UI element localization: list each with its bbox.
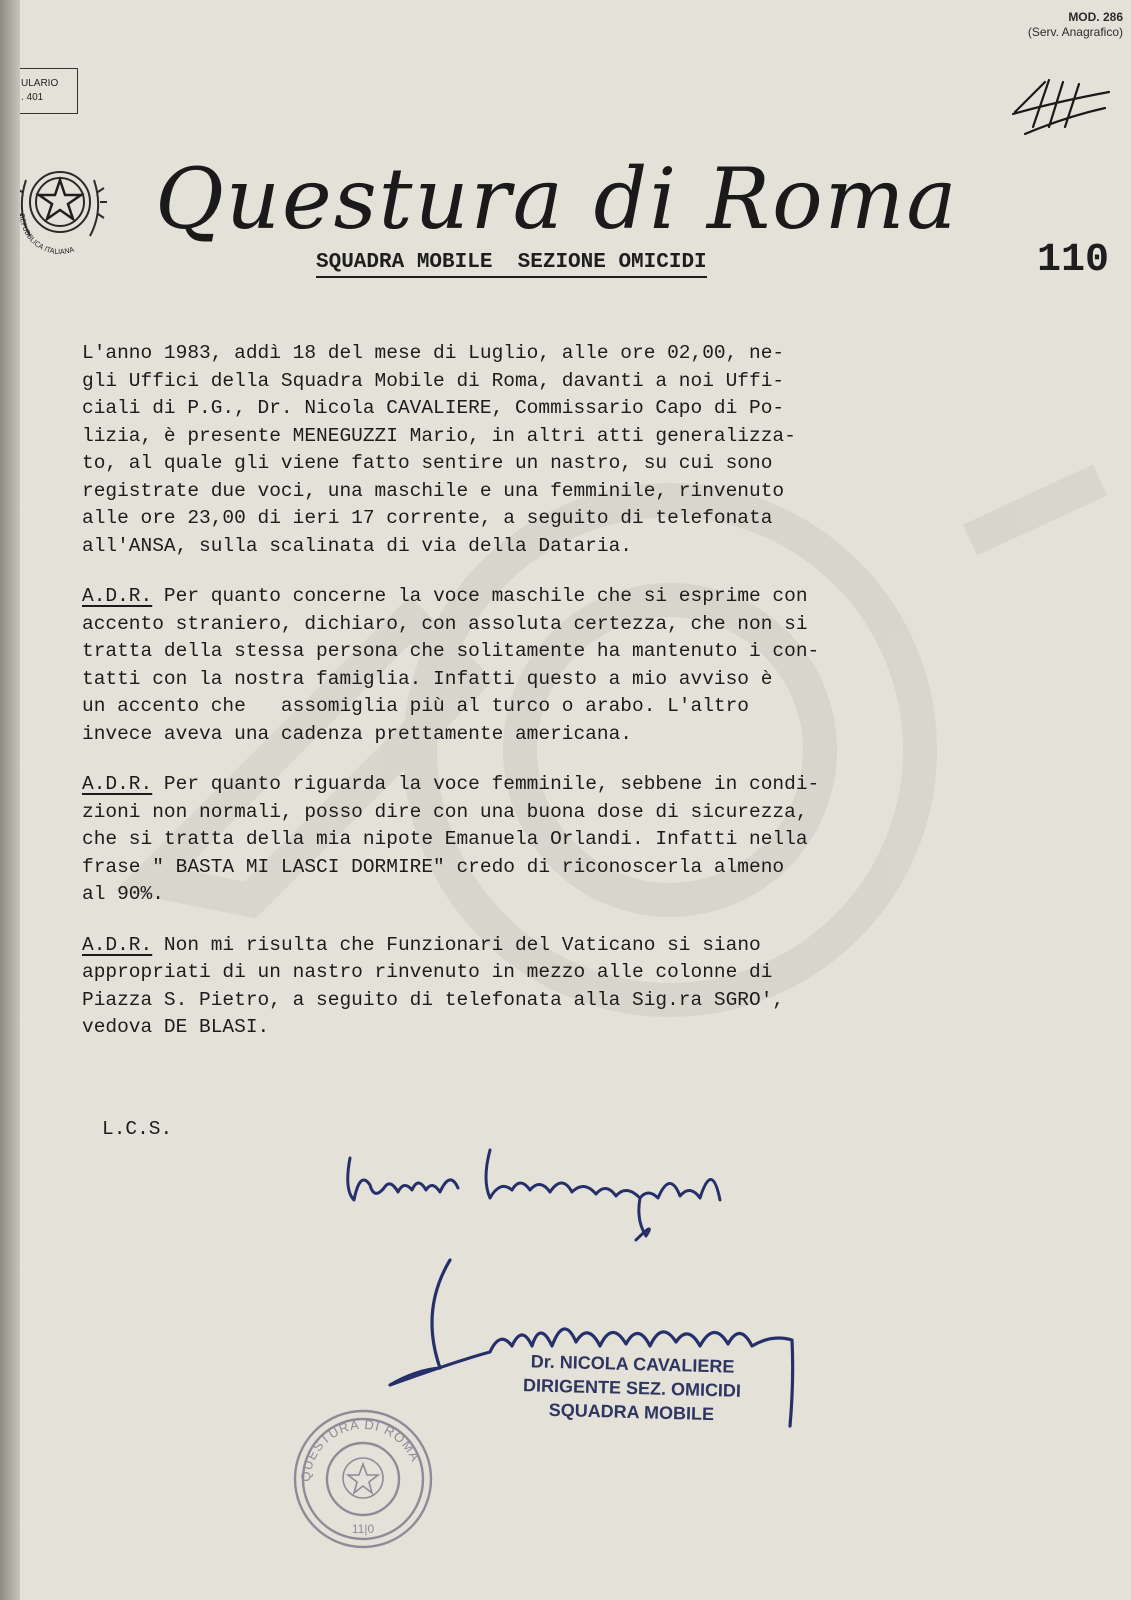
seal-bottom-text: 11|0: [351, 1522, 375, 1536]
stamp-unit: SQUADRA MOBILE: [548, 1399, 715, 1425]
adr-line: zioni non normali, posso dire con una buona dose di sicurezza,: [82, 800, 808, 823]
intro-line: lizia, è presente MENEGUZZI Mario, in altri atti generalizza-: [82, 424, 796, 447]
adr-text: Per quanto riguarda la voce femminile, sebbene in condi-: [152, 773, 820, 795]
intro-line: registrate due voci, una maschile e una femminile, rinvenuto: [82, 479, 785, 502]
adr-label: A.D.R.: [82, 585, 153, 607]
adr-paragraph-1: [82, 583, 1122, 748]
adr-line: frase " BASTA MI LASCI DORMIRE" credo di riconoscerla almeno: [82, 855, 785, 878]
form-model-number: [1028, 10, 1123, 40]
adr-line: che si tratta della mia nipote Emanuela Orlandi. Infatti nella: [82, 828, 808, 850]
adr-line: vedova DE BLASI.: [82, 1016, 270, 1038]
section-heading: SQUADRA MOBILE SEZIONE OMICIDI: [316, 251, 707, 278]
closing-lcs: L.C.S.: [102, 1118, 173, 1140]
italian-republic-emblem: [17, 140, 110, 264]
adr-text: Per quanto concerne la voce maschile che si esprime con: [152, 585, 808, 607]
adr-line: [82, 583, 1122, 611]
adr-label: A.D.R.: [82, 933, 153, 956]
intro-line: gli Uffici della Squadra Mobile di Roma, davanti a noi Uffi-: [82, 369, 785, 392]
mod-number: MOD. 286: [1068, 10, 1123, 24]
adr-line: [82, 771, 1122, 799]
page-number: 110: [1036, 238, 1109, 283]
adr-paragraph-3: [82, 932, 1122, 1042]
adr-line: un accento che assomiglia più al turco o arabo. L'altro: [82, 695, 750, 717]
stamp-role: DIRIGENTE SEZ. OMICIDI: [522, 1375, 742, 1401]
adr-line: tatti con la nostra famiglia. Infatti questo a mio avviso è: [82, 667, 773, 690]
seal-ring-text: QUESTURA DI ROMA: [297, 1416, 424, 1483]
form-code-line-1: ULARIO: [21, 78, 59, 89]
adr-label: A.D.R.: [82, 773, 153, 795]
masthead-title: Questura di Roma: [155, 150, 959, 248]
adr-line: accento straniero, dichiaro, con assoluta certezza, che non si: [82, 612, 808, 635]
statement-body: [82, 340, 1122, 1065]
intro-line: ciali di P.G., Dr. Nicola CAVALIERE, Commissario Capo di Po-: [82, 397, 785, 419]
handwritten-mark: [1005, 72, 1115, 142]
intro-line: L'anno 1983, addì 18 del mese di Luglio, alle ore 02,00, ne-: [82, 342, 785, 364]
document-page: [17, 0, 1131, 1600]
form-code-box: [20, 68, 78, 114]
signature-meneguzzi: [340, 1140, 770, 1250]
adr-line: Piazza S. Pietro, a seguito di telefonata alla Sig.ra SGRO',: [82, 988, 785, 1011]
form-code-line-2: . 401: [21, 92, 44, 103]
mod-service: (Serv. Anagrafico): [1027, 25, 1123, 39]
questura-round-seal: [288, 1404, 438, 1554]
adr-line: appropriati di un nastro rinvenuto in mezzo alle colonne di: [82, 961, 773, 983]
adr-line: tratta della stessa persona che solitamente ha mantenuto i con-: [82, 640, 820, 662]
adr-line: invece aveva una cadenza prettamente americana.: [82, 722, 632, 745]
intro-line: all'ANSA, sulla scalinata di via della Dataria.: [82, 534, 632, 557]
official-stamp: [471, 1348, 793, 1428]
intro-line: to, al quale gli viene fatto sentire un nastro, su cui sono: [82, 452, 773, 474]
adr-text: Non mi risulta che Funzionari del Vaticano si siano: [152, 933, 761, 956]
emblem-ring-text: REPUBBLICA ITALIANA: [17, 213, 76, 257]
adr-line: [82, 932, 1122, 960]
stamp-name: Dr. NICOLA CAVALIERE: [530, 1351, 735, 1377]
intro-paragraph: [82, 340, 1122, 560]
adr-line: al 90%.: [82, 883, 164, 905]
intro-line: alle ore 23,00 di ieri 17 corrente, a seguito di telefonata: [82, 507, 773, 529]
book-binding-shadow: [0, 0, 22, 1600]
adr-paragraph-2: [82, 771, 1122, 909]
